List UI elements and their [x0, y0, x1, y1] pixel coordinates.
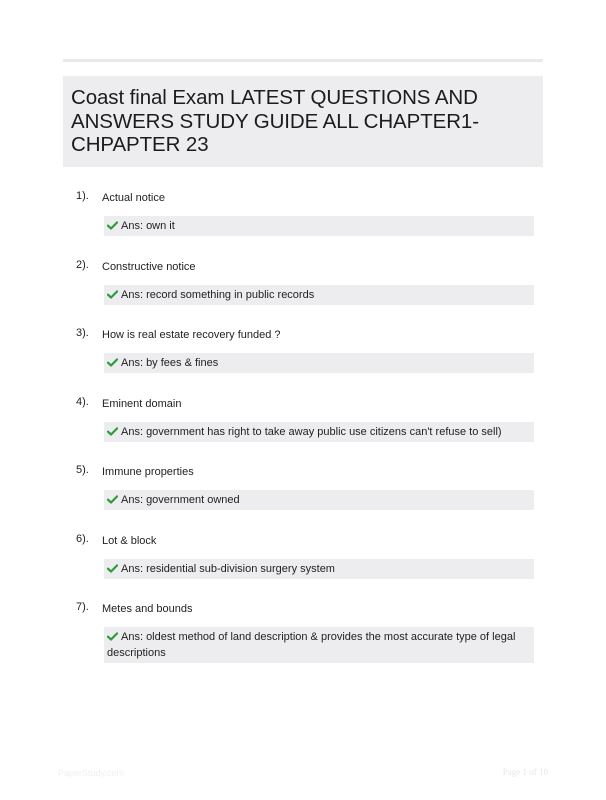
answer-box	[104, 559, 534, 579]
answer-box	[104, 353, 534, 373]
qa-item	[0, 325, 606, 394]
answer-text: Ans: government owned	[121, 494, 240, 506]
answer-box	[104, 627, 534, 663]
question-text: Immune properties	[102, 466, 194, 478]
answer-box	[104, 285, 534, 305]
answer-text: Ans: residential sub-division surgery system	[121, 562, 335, 575]
question-number: 2).	[76, 258, 89, 271]
answer-text: Ans: own it	[121, 220, 175, 232]
checkmark-icon	[107, 495, 118, 504]
question-text: Actual notice	[102, 192, 165, 204]
checkmark-icon	[107, 564, 118, 573]
qa-item	[0, 257, 606, 326]
answer-box	[104, 490, 534, 510]
question-number: 4).	[76, 395, 89, 408]
checkmark-icon	[107, 427, 118, 436]
qa-item	[0, 188, 606, 257]
qa-item	[0, 531, 606, 600]
question-text: Metes and bounds	[102, 603, 193, 615]
question-number: 7).	[76, 601, 89, 613]
question-text: Lot & block	[102, 534, 157, 547]
answer-box	[104, 422, 534, 442]
checkmark-icon	[107, 358, 118, 367]
checkmark-icon	[107, 290, 118, 299]
question-number: 1).	[76, 190, 89, 202]
checkmark-icon	[107, 632, 118, 641]
answer-text: Ans: oldest method of land description & provides the most accurate type of legal descriptions	[107, 631, 516, 659]
question-text: Constructive notice	[102, 260, 196, 273]
qa-item	[0, 599, 606, 668]
footer-watermark: PaperStudy.com	[58, 768, 124, 778]
page-number: Page 1 of 10	[502, 767, 548, 777]
answer-text: Ans: government has right to take away public use citizens can't refuse to sell)	[121, 425, 502, 438]
question-number: 5).	[76, 464, 89, 476]
document-title: Coast final Exam LATEST QUESTIONS AND ANSWERS STUDY GUIDE ALL CHAPTER1-CHPAPTER 23	[71, 86, 479, 156]
title-banner	[63, 76, 543, 167]
answer-text: Ans: by fees & fines	[121, 357, 219, 369]
question-text: Eminent domain	[102, 397, 182, 410]
question-number: 3).	[76, 327, 89, 339]
question-number: 6).	[76, 532, 89, 545]
qa-item	[0, 462, 606, 531]
answer-box	[104, 216, 534, 236]
answer-text: Ans: record something in public records	[121, 288, 315, 301]
top-divider	[63, 59, 543, 62]
qa-list	[0, 188, 606, 668]
checkmark-icon	[107, 221, 118, 230]
question-text: How is real estate recovery funded ?	[102, 329, 281, 341]
qa-item	[0, 394, 606, 463]
